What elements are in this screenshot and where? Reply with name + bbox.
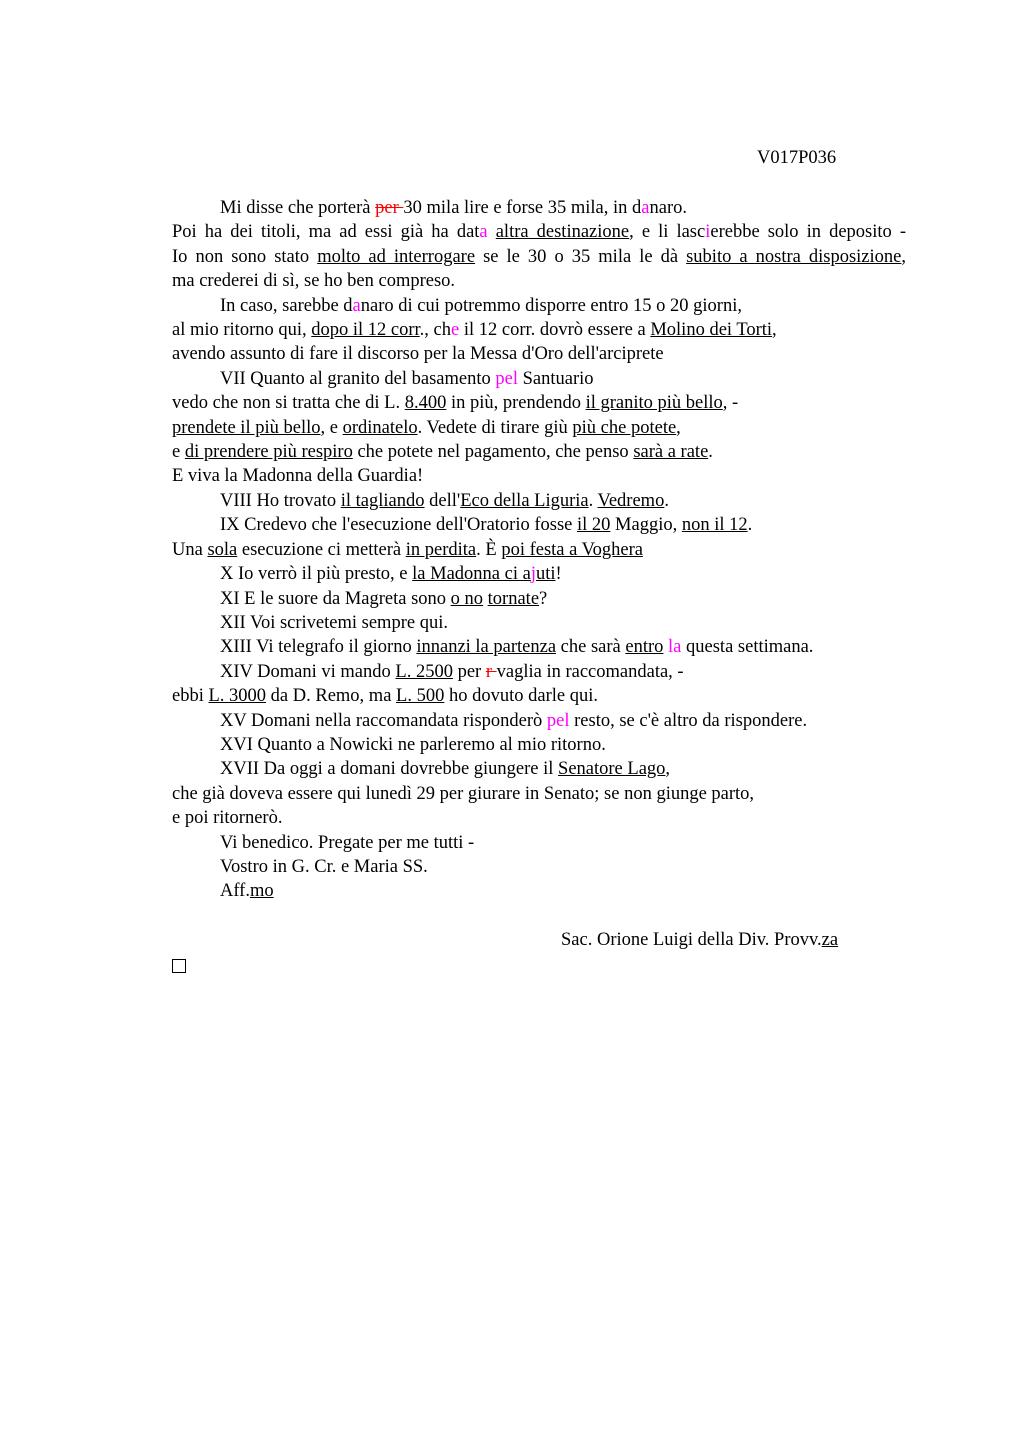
letter-line: In caso, sarebbe danaro di cui potremmo disporre entro 15 o 20 giorni, <box>220 295 742 316</box>
letter-line: Io non sono stato molto ad interrogare se le 30 o 35 mila le dà subito a nostra disposizione, <box>172 246 906 267</box>
letter-line: prendete il più bello, e ordinatelo. Vedete di tirare giù più che potete, <box>172 417 681 438</box>
inserted-text: pel <box>546 710 570 731</box>
underlined-text: più che potete <box>572 417 677 438</box>
underlined-text: altra destinazione <box>495 222 630 243</box>
underlined-text: Eco della Liguria <box>460 490 589 511</box>
page-id: V017P036 <box>757 148 837 168</box>
underlined-text: in perdita <box>405 539 477 560</box>
letter-line: Vi benedico. Pregate per me tutti - <box>220 832 475 853</box>
underlined-text: za <box>821 930 839 951</box>
letter-line: XIV Domani vi mando L. 2500 per r vaglia in raccomandata, - <box>220 661 684 682</box>
letter-line: XVI Quanto a Nowicki ne parleremo al mio ritorno. <box>220 734 606 755</box>
end-marker-box-icon <box>172 953 906 980</box>
underlined-text: Vedremo <box>597 490 665 511</box>
inserted-text: pel <box>495 368 518 389</box>
underlined-text: L. 3000 <box>208 686 267 707</box>
letter-line: e poi ritornerò. <box>172 808 283 829</box>
signature-line: Sac. Orione Luigi della Div. Provv.za <box>561 930 839 951</box>
underlined-text: il tagliando <box>340 490 425 511</box>
letter-line: ebbi L. 3000 da D. Remo, ma L. 500 ho dovuto darle qui. <box>172 686 598 707</box>
letter-line: avendo assunto di fare il discorso per la Messa d'Oro dell'arciprete <box>172 344 664 365</box>
inserted-text: la <box>668 637 682 658</box>
letter-line: vedo che non si tratta che di L. 8.400 in più, prendendo il granito più bello, - <box>172 393 739 414</box>
letter-line: XV Domani nella raccomandata risponderò pel resto, se c'è altro da rispondere. <box>220 710 808 731</box>
letter-line: IX Credevo che l'esecuzione dell'Oratorio fosse il 20 Maggio, non il 12. <box>220 515 753 536</box>
inserted-text: a <box>352 295 361 316</box>
deleted-text: per <box>375 198 404 218</box>
underlined-text: L. 500 <box>396 686 445 707</box>
underlined-text: non il 12 <box>681 515 748 536</box>
letter-line: ma crederei di sì, se ho ben compreso. <box>172 271 456 292</box>
underlined-text: poi festa a Voghera <box>501 539 643 560</box>
underlined-text: la Madonna ci a <box>412 564 531 585</box>
underlined-text: mo <box>249 881 274 902</box>
blank-line <box>172 904 906 928</box>
letter-line: Mi disse che porterà per 30 mila lire e forse 35 mila, in danaro. <box>220 198 687 218</box>
inserted-text: j <box>530 564 536 585</box>
letter-line: Una sola esecuzione ci metterà in perdita. È poi festa a Voghera <box>172 539 643 560</box>
letter-line: XII Voi scrivetemi sempre qui. <box>220 612 448 633</box>
underlined-text: sarà a rate <box>633 442 709 463</box>
letter-line: Aff.mo <box>220 881 274 902</box>
letter-line: VII Quanto al granito del basamento pel Santuario <box>220 368 594 389</box>
inserted-text: e <box>451 320 460 341</box>
letter-line: XIII Vi telegrafo il giorno innanzi la partenza che sarà entro la questa settimana. <box>220 637 814 658</box>
letter-line: XVII Da oggi a domani dovrebbe giungere il Senatore Lago, <box>220 759 671 780</box>
letter-body <box>172 196 906 980</box>
letter-line: al mio ritorno qui, dopo il 12 corr., che il 12 corr. dovrò essere a Molino dei Torti, <box>172 320 777 341</box>
letter-line: Poi ha dei titoli, ma ad essi già ha data altra destinazione, e li lascierebbe solo in deposito - <box>172 222 907 243</box>
underlined-text: molto ad interrogare <box>317 246 476 267</box>
underlined-text: sola <box>207 539 238 560</box>
underlined-text: entro <box>625 637 664 658</box>
square-icon <box>172 959 186 973</box>
underlined-text: ordinatelo <box>342 417 418 438</box>
letter-line: Vostro in G. Cr. e Maria SS. <box>220 856 428 877</box>
underlined-text: Senatore Lago <box>558 759 666 780</box>
inserted-text: a <box>641 198 650 218</box>
underlined-text: L. 2500 <box>395 661 453 682</box>
underlined-text: di prendere più respiro <box>184 442 353 463</box>
underlined-text: 8.400 <box>404 393 447 414</box>
underlined-text: Molino dei Torti <box>650 320 773 341</box>
underlined-text: o no <box>450 588 484 609</box>
letter-line: X Io verrò il più presto, e la Madonna ci ajuti! <box>220 564 562 585</box>
underlined-text: subito a nostra disposizione <box>686 246 902 267</box>
letter-line: e di prendere più respiro che potete nel pagamento, che penso sarà a rate. <box>172 442 713 463</box>
letter-line: VIII Ho trovato il tagliando dell'Eco della Liguria. Vedremo. <box>220 490 669 511</box>
deleted-text: r <box>485 661 497 682</box>
underlined-text: prendete il più bello <box>172 417 321 438</box>
inserted-text: i <box>705 222 711 243</box>
underlined-text: il 20 <box>577 515 611 536</box>
letter-line: E viva la Madonna della Guardia! <box>172 466 424 487</box>
inserted-text: a <box>479 222 488 243</box>
underlined-text: uti <box>535 564 556 585</box>
underlined-text: tornate <box>487 588 540 609</box>
underlined-text: il granito più bello <box>585 393 723 414</box>
letter-line: XI E le suore da Magreta sono o no tornate? <box>220 588 548 609</box>
underlined-text: innanzi la partenza <box>416 637 557 658</box>
letter-line: che già doveva essere qui lunedì 29 per giurare in Senato; se non giunge parto, <box>172 783 755 804</box>
underlined-text: dopo il 12 corr <box>311 320 420 341</box>
